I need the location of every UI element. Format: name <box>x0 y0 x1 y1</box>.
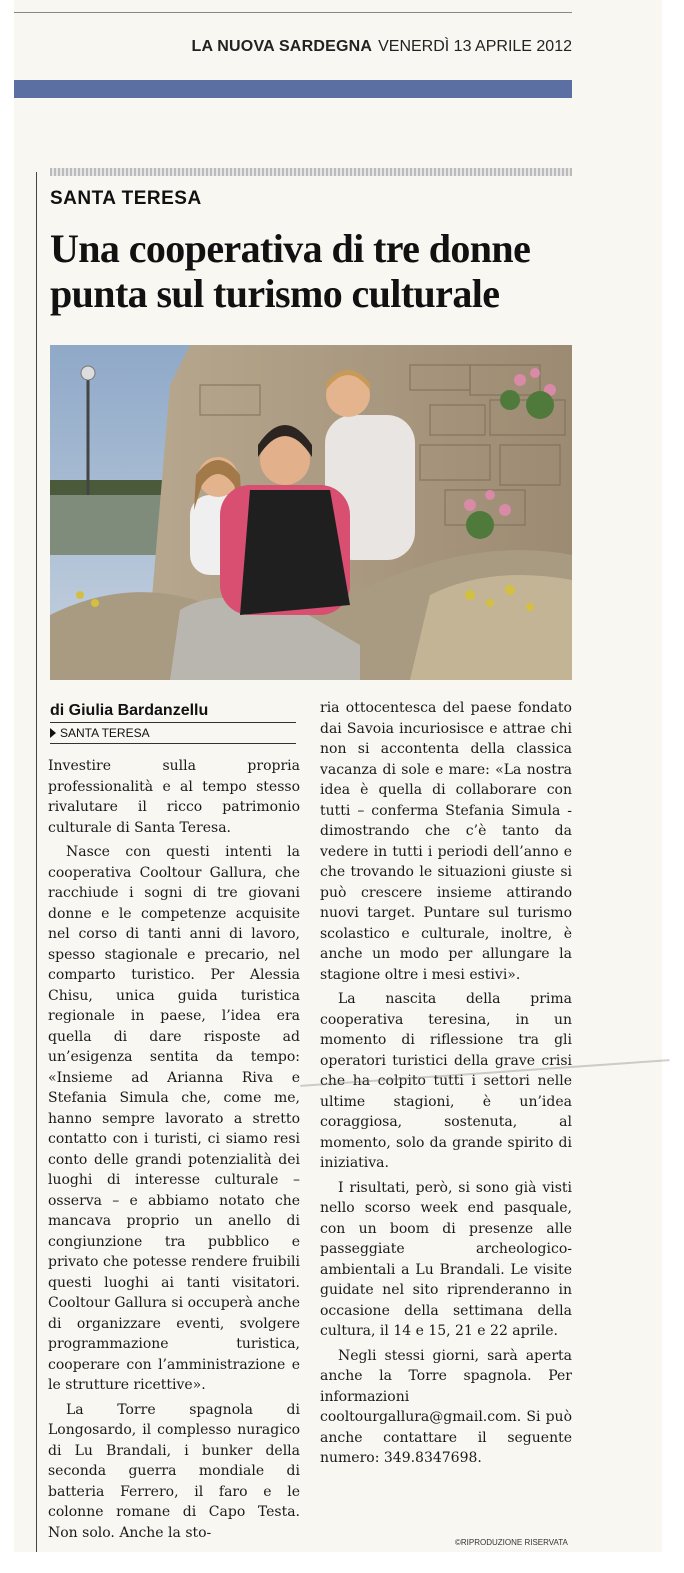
article-column-1 <box>48 756 300 1543</box>
paragraph: ria ottocentesca del paese fondato dai Savoia incuriosisce e attrae chi non si accontenta della classica vacanza di sole e mare: «La nostra idea è quella di collaborare con tutti – conferma Stefania Simula - dimostrando che c’è tanto da vedere in tutti i periodi dell’anno e che trovando le situazioni giuste si può crescere insieme attirando nuovi target. Puntare sul turismo scolastico e culturale, inoltre, è anche un modo per allungare la stagione oltre i mesi estivi». <box>320 700 572 983</box>
article-headline: Una cooperativa di tre donne punta sul turismo culturale <box>50 226 531 316</box>
dateline-location <box>50 726 150 740</box>
top-rule <box>14 12 572 13</box>
section-color-band <box>14 80 572 98</box>
article-kicker: SANTA TERESA <box>50 188 202 209</box>
paragraph: Investire sulla propria professionalità e al tempo stesso rivalutare il ricco patrimonio culturale di Santa Teresa. <box>48 758 300 836</box>
issue-date: VENERDÌ 13 APRILE 2012 <box>378 38 572 55</box>
publication-name: LA NUOVA SARDEGNA <box>191 38 373 55</box>
article-top-rule <box>50 168 572 176</box>
article-column-2 <box>320 698 572 1469</box>
paragraph: Nasce con questi intenti la cooperativa Cooltour Gallura, che racchiude i sogni di tre giovani donne e le competenze acquisite nel corso di tanti anni di lavoro, spesso stagionale e precario, nel comparto turistico. Per Alessia Chisu, unica guida turistica regionale in paese, l’idea era quella di dare risposte ad un’esigenza sentita da tempo: «Insieme ad Arianna Riva e Stefania Simula che, come me, hanno sempre lavorato a stretto contatto con i turisti, ci siamo resi conto delle grandi potenzialità dei luoghi di interesse culturale – osserva – e abbiamo notato che mancava proprio un anello di congiunzione tra pubblico e privato che potesse rendere fruibili questi luoghi ai tanti visitatori. Cooltour Gallura si occuperà anche di organizzare eventi, svolgere programmazione turistica, cooperare con l’amministrazione e le strutture ricettive». <box>48 844 300 1393</box>
article-photo <box>50 345 572 680</box>
paragraph: La Torre spagnola di Longosardo, il complesso nuragico di Lu Brandali, i bunker della seconda guerra mondiale di batteria Ferrero, il faro e le colonne romane di Capo Testa. Non solo. Anche la sto- <box>48 1401 300 1541</box>
dateline-marker-icon <box>50 728 56 738</box>
column-divider <box>36 172 37 1552</box>
paragraph: I risultati, però, si sono già visti nello scorso week end pasquale, con un boom di presenze alle passeggiate archeologico-ambientali a Lu Brandali. Le visite guidate nel sito riprenderanno in occasione della settimana della cultura, il 14 e 15, 21 e 22 aprile. <box>320 1179 572 1339</box>
byline-rule <box>50 722 296 723</box>
paragraph: La nascita della prima cooperativa teresina, in un momento di riflessione tra gli operatori turistici della grave crisi che ha colpito tutti i settori nelle ultime stagioni, è un’idea coraggiosa, sostenuta, al momento, solo da grande spirito di iniziativa. <box>320 991 572 1171</box>
paragraph: Negli stessi giorni, sarà aperta anche la Torre spagnola. Per informazioni cooltourgallura@gmail.com. Si può anche contattare il seguente numero: 349.8347698. <box>320 1347 572 1466</box>
byline: di Giulia Bardanzellu <box>50 702 209 719</box>
dateline-rule <box>50 743 296 744</box>
copyright-notice: ©RIPRODUZIONE RISERVATA <box>455 1538 568 1547</box>
dateline-text: SANTA TERESA <box>60 726 150 740</box>
photo-three-women-at-tower <box>50 345 572 680</box>
masthead <box>14 38 572 56</box>
